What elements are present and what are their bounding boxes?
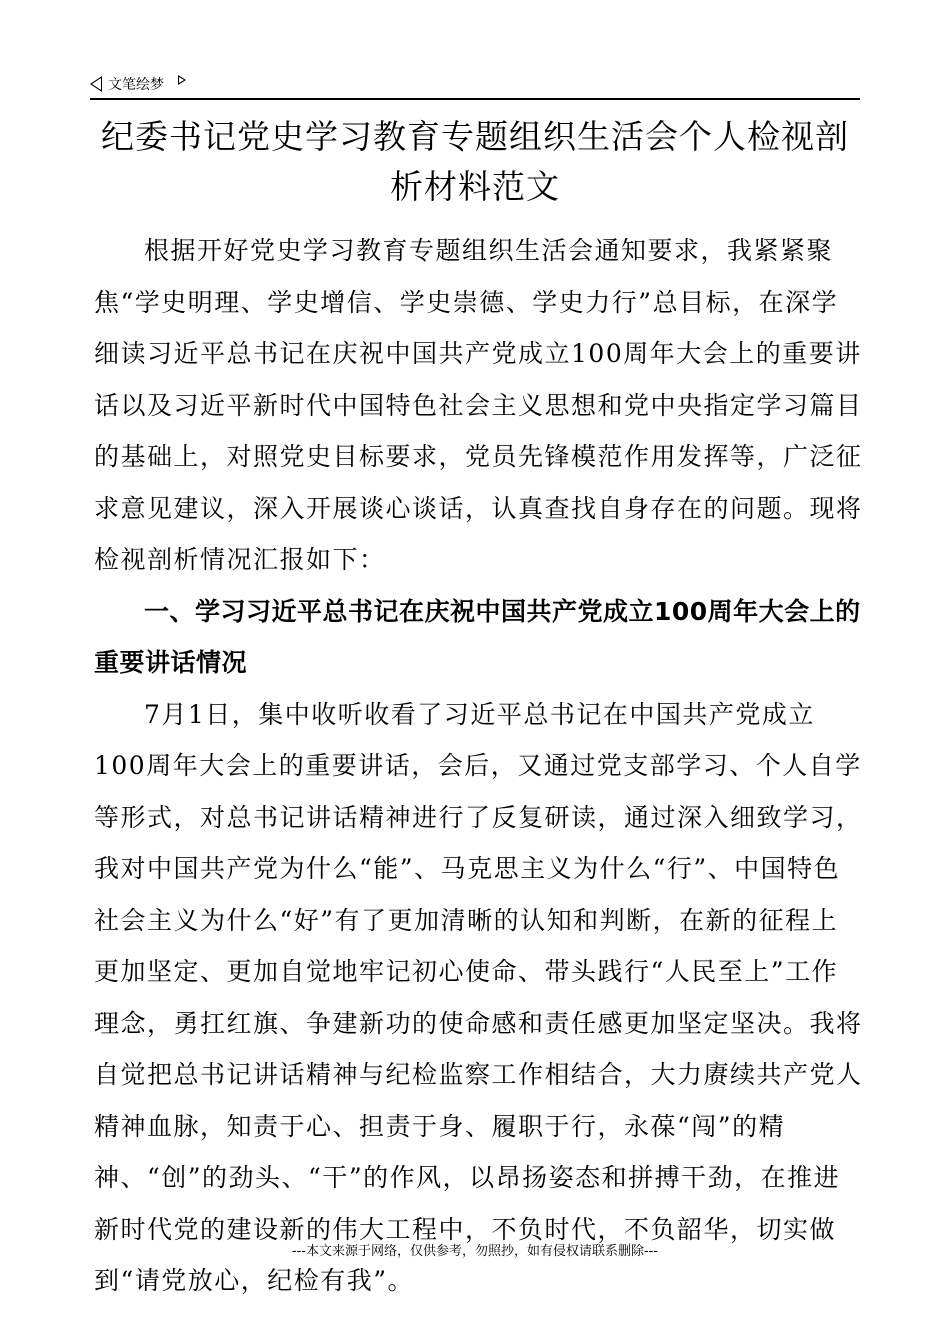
header-brand: 文笔绘梦 (108, 77, 164, 93)
triangle-left-icon (90, 76, 102, 92)
header-brand-group (90, 74, 186, 94)
document-body (94, 225, 864, 1307)
page-header (90, 70, 860, 100)
document-title: 纪委书记党史学习教育专题组织生活会个人检视剖析材料范文 (101, 117, 849, 206)
triangle-right-icon (178, 75, 186, 85)
body-paragraph: 7月1日，集中收听收看了习近平总书记在中国共产党成立100周年大会上的重要讲话，会后，又通过党支部学习、个人自学等形式，对总书记讲话精神进行了反复研读，通过深入细致学习，我对中国共产党为什么“能”、马克思主义为什么“行”、中国特色社会主义为什么“好”有了更加清晰的认知和判断，在新的征程上更加坚定、更加自觉地牢记初心使命、带头践行“人民至上”工作理念，勇扛红旗、争建新功的使命感和责任感更加坚定坚决。我将自觉把总书记讲话精神与纪检监察工作相结合，大力赓续共产党人精神血脉，知责于心、担责于身、履职于行，永葆“闯”的精神、“创”的劲头、“干”的作风，以昂扬姿态和拼搏干劲，在推进新时代党的建设新的伟大工程中，不负时代，不负韶华，切实做到“请党放心，纪检有我”。 (94, 699, 863, 1295)
footer-notice: ---本文来源于网络，仅供参考，勿照抄，如有侵权请联系删除--- (291, 1244, 659, 1259)
section-heading: 一、学习习近平总书记在庆祝中国共产党成立100周年大会上的重要讲话情况 (94, 596, 861, 677)
intro-paragraph: 根据开好党史学习教育专题组织生活会通知要求，我紧紧聚焦“学史明理、学史增信、学史崇德、学史力行”总目标，在深学细读习近平总书记在庆祝中国共产党成立100周年大会上的重要讲话以及习近平新时代中国特色社会主义思想和党中央指定学习篇目的基础上，对照党史目标要求，党员先锋模范作用发挥等，广泛征求意见建议，深入开展谈心谈话，认真查找自身存在的问题。现将检视剖析情况汇报如下： (94, 236, 863, 574)
